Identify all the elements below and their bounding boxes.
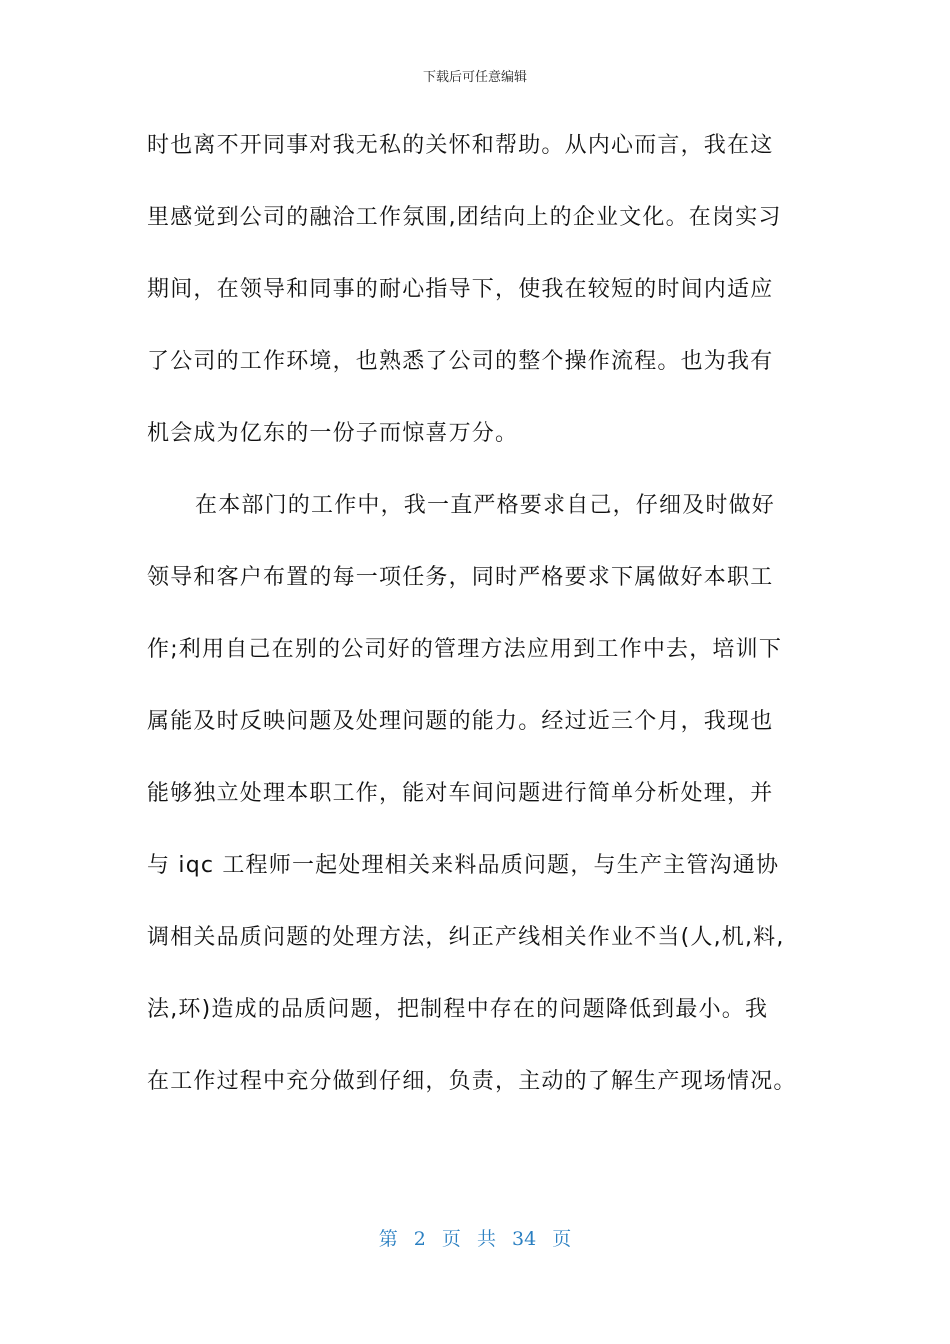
footer-suffix: 页 xyxy=(552,1228,572,1250)
body-line: 在工作过程中充分做到仔细，负责，主动的了解生产现场情况。 xyxy=(147,1069,797,1094)
current-page-number: 2 xyxy=(413,1228,426,1250)
body-line: 能够独立处理本职工作，能对车间问题进行简单分析处理，并 xyxy=(147,781,774,806)
body-line: 属能及时反映问题及处理问题的能力。经过近三个月，我现也 xyxy=(147,709,774,734)
body-line: 法,环)造成的品质问题，把制程中存在的问题降低到最小。我 xyxy=(147,997,769,1022)
paragraph-first-line: 在本部门的工作中，我一直严格要求自己，仔细及时做好 xyxy=(195,493,776,518)
footer-total-prefix: 共 xyxy=(476,1228,496,1250)
total-page-count: 34 xyxy=(512,1228,537,1250)
footer-prefix: 第 xyxy=(378,1228,398,1250)
body-line: 时也离不开同事对我无私的关怀和帮助。从内心而言，我在这 xyxy=(147,133,774,158)
body-line: 了公司的工作环境，也熟悉了公司的整个操作流程。也为我有 xyxy=(147,349,774,374)
page-header: 下载后可任意编辑 xyxy=(422,70,527,85)
body-line: 调相关品质问题的处理方法，纠正产线相关作业不当(人,机,料, xyxy=(147,925,785,950)
body-line: 作;利用自己在别的公司好的管理方法应用到工作中去，培训下 xyxy=(147,637,783,662)
document-body xyxy=(147,124,807,1132)
footer-page-word: 页 xyxy=(441,1228,461,1250)
body-line: 里感觉到公司的融洽工作氛围,团结向上的企业文化。在岗实习 xyxy=(147,205,782,230)
body-line: 机会成为亿东的一份子而惊喜万分。 xyxy=(147,421,519,446)
body-line: 期间，在领导和同事的耐心指导下，使我在较短的时间内适应 xyxy=(147,277,774,302)
page-footer xyxy=(0,1224,950,1251)
body-line: 领导和客户布置的每一项任务，同时严格要求下属做好本职工 xyxy=(147,565,774,590)
body-line: 与 iqc 工程师一起处理相关来料品质问题，与生产主管沟通协 xyxy=(147,853,780,878)
